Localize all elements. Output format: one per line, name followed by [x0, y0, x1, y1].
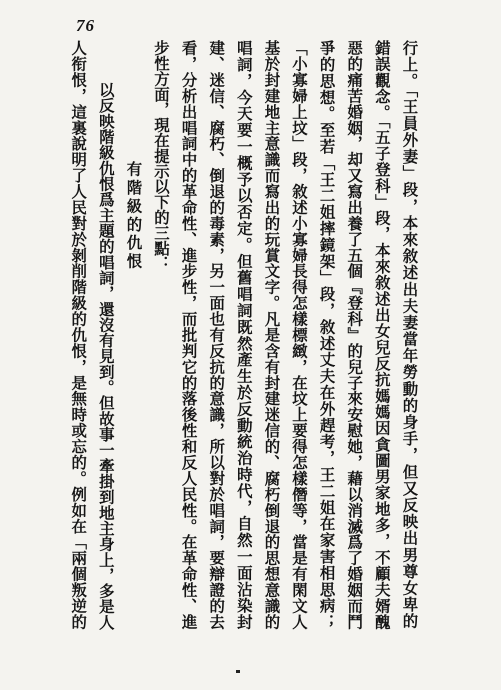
text-column: 行上。「王員外妻」段，本來敘述出夫妻當年勞動的身手，但又反映出男尊女卑的 — [400, 40, 419, 630]
text-column: 唱詞，今天要一概予以否定。但舊唱詞既然產生於反動統治時代，自然一面沾染封 — [234, 40, 253, 631]
text-column: 惡的痛苦婚姻，却又寫出養了五個『登科』的兒子來安慰她，藉以消滅爲了婚姻而鬥 — [345, 40, 364, 630]
text-column: 基於封建地主意識而寫出的玩賞文字。凡是含有封建迷信的、腐朽倒退的思想意識的 — [262, 40, 281, 630]
text-column: 錯誤觀念。「五子登科」段，本來敘述出女兒反抗媽媽因貪圖男家地多，不顧夫婿醜 — [372, 40, 391, 631]
bottom-mark — [236, 670, 240, 673]
section-heading: 有階級的仇恨 — [124, 161, 143, 272]
text-column: 「小寡婦上坟」段，敘述小寡婦長得怎樣標緻，在坟上要得怎樣僭等，當是有閑文人 — [290, 40, 308, 630]
page-number: 76 — [76, 16, 95, 35]
text-column: 步性方面，現在提示以下的三點： — [152, 40, 170, 271]
text-column: 人衔恨，這裏說明了人民對於剝削階級的仇恨，是無時或忘的。例如在「兩個叛逆的 — [69, 40, 88, 630]
text-column: 爭的思想。至若「王二姐摔鏡架」段，敘述丈夫在外趕考，王二姐在家害相思病； — [317, 40, 336, 631]
text-column: 看，分析出唱詞中的革命性、進步性，而批判它的落後性和反人民性。在革命性、進 — [179, 40, 198, 630]
text-column: 建、迷信、腐朽、倒退的毒素，另一面也有反抗的意識，所以對於唱詞，要辯證的去 — [207, 40, 226, 630]
text-column: 以反映階級仇恨爲主題的唱詞，還沒有見到。但故事一牽掛到地主身上，多是人 — [96, 82, 115, 630]
